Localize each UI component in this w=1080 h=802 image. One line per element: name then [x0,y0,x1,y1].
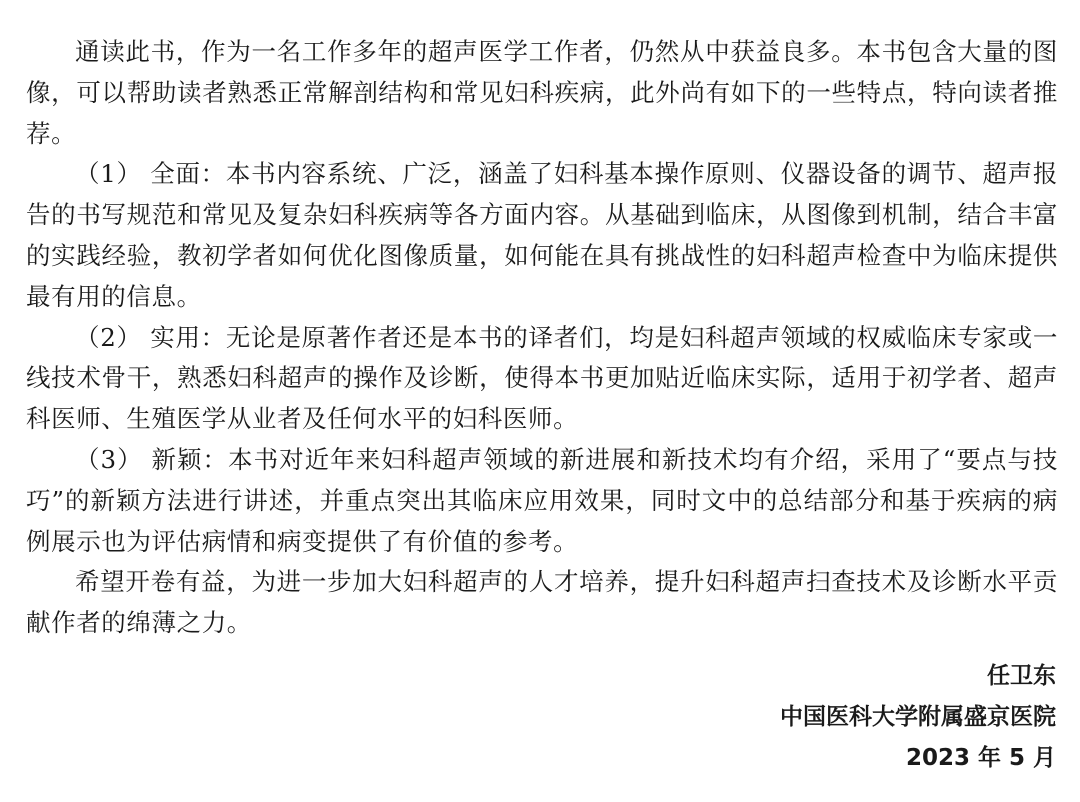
paragraph-novel: （3） 新颖：本书对近年来妇科超声领域的新进展和新技术均有介绍，采用了“要点与技巧”的新颖方法进行讲述，并重点突出其临床应用效果，同时文中的总结部分和基于疾病的病例展示也为评估病情和病变提供了有价值的参考。 [26,444,1058,556]
paragraph-closing: 希望开卷有益，为进一步加大妇科超声的人才培养，提升妇科超声扫查技术及诊断水平贡献作者的绵薄之力。 [26,567,1058,638]
paragraph-comprehensive: （1） 全面：本书内容系统、广泛，涵盖了妇科基本操作原则、仪器设备的调节、超声报告的书写规范和常见及复杂妇科疾病等各方面内容。从基础到临床，从图像到机制，结合丰富的实践经验，教初学者如何优化图像质量，如何能在具有挑战性的妇科超声检查中为临床提供最有用的信息。 [26,159,1058,311]
preface-body [26,32,1058,644]
signature-author: 任卫东 [987,663,1056,689]
signature-date: 2023 年 5 月 [905,745,1056,771]
signature-block [780,656,1056,779]
paragraph-practical: （2） 实用：无论是原著作者还是本书的译者们，均是妇科超声领域的权威临床专家或一线技术骨干，熟悉妇科超声的操作及诊断，使得本书更加贴近临床实际，适用于初学者、超声科医师、生殖医学从业者及任何水平的妇科医师。 [26,322,1058,434]
signature-institution: 中国医科大学附属盛京医院 [780,704,1056,730]
paragraph-intro: 通读此书，作为一名工作多年的超声医学工作者，仍然从中获益良多。本书包含大量的图像，可以帮助读者熟悉正常解剖结构和常见妇科疾病，此外尚有如下的一些特点，特向读者推荐。 [26,37,1058,148]
